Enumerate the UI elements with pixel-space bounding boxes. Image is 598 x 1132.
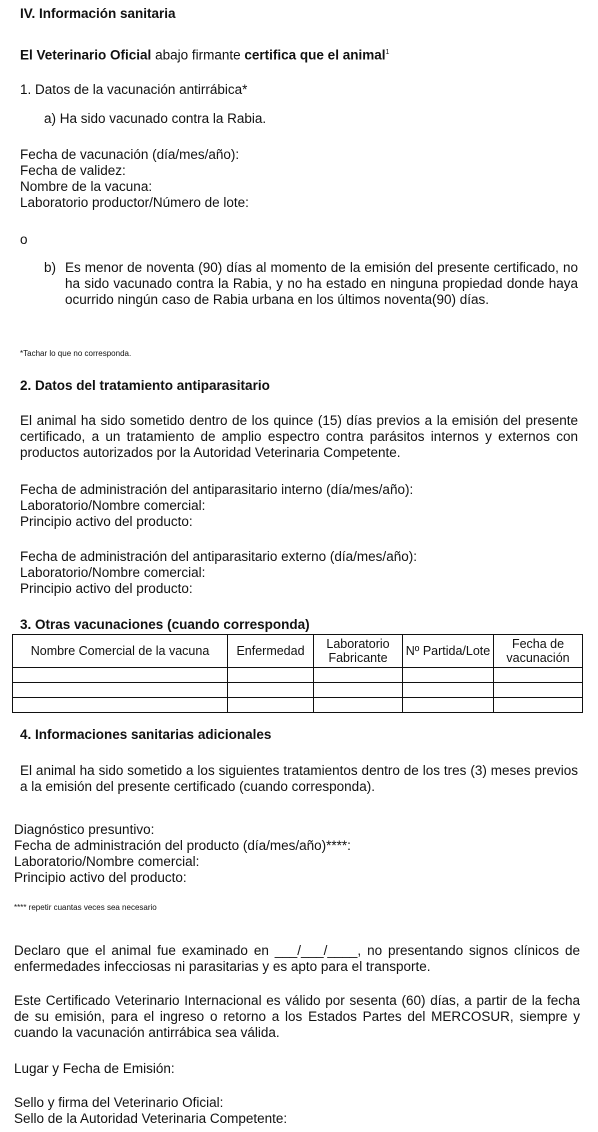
s4-fields: [14, 822, 351, 886]
table-header-row: [13, 635, 583, 668]
table-cell[interactable]: [314, 683, 403, 698]
table-cell[interactable]: [13, 683, 228, 698]
field-admin-date: Fecha de administración del producto (día/mes/año)****:: [14, 838, 351, 853]
table-row: [13, 683, 583, 698]
table-cell[interactable]: [494, 668, 583, 683]
s4-title: 4. Informaciones sanitarias adicionales: [20, 727, 272, 742]
certification-statement: [20, 45, 389, 64]
table-cell[interactable]: [403, 698, 494, 713]
s1-option-b-text: Es menor de noventa (90) días al momento de la emisión del presente certificado, no ha sido vacunado contra la Rabia, y no ha estado en ninguna propiedad donde haya ocurrido ningún caso de Rabia urbana en los últimos noventa(90) días.: [65, 260, 578, 307]
s1-option-a: a) Ha sido vacunado contra la Rabia.: [44, 111, 267, 126]
field-internal-date: Fecha de administración del antiparasitario interno (día/mes/año):: [20, 482, 414, 497]
s1-title: 1. Datos de la vacunación antirrábica*: [20, 82, 248, 97]
table-cell[interactable]: [494, 683, 583, 698]
section-title: IV. Información sanitaria: [20, 6, 176, 21]
field-lab-lot: Laboratorio productor/Número de lote:: [20, 195, 249, 210]
s1-or: o: [20, 232, 28, 247]
certify-mid: abajo firmante: [155, 47, 241, 63]
field-active-ingredient: Principio activo del producto:: [14, 870, 187, 885]
field-internal-active: Principio activo del producto:: [20, 514, 193, 529]
field-diagnosis: Diagnóstico presuntivo:: [14, 822, 155, 837]
official-vet-signature: Sello y firma del Veterinario Oficial:: [14, 1095, 224, 1110]
table-cell[interactable]: [314, 698, 403, 713]
field-external-date: Fecha de administración del antiparasitario externo (día/mes/año):: [20, 549, 417, 564]
table-cell[interactable]: [13, 668, 228, 683]
col-lot: Nº Partida/Lote: [403, 635, 494, 668]
s1-footnote: *Tachar lo que no corresponda.: [20, 349, 132, 358]
field-validity-date: Fecha de validez:: [20, 163, 126, 178]
table-cell[interactable]: [228, 683, 314, 698]
field-vaccination-date: Fecha de vacunación (día/mes/año):: [20, 147, 240, 162]
table-cell[interactable]: [403, 683, 494, 698]
other-vaccinations-table: [12, 634, 583, 713]
table-cell[interactable]: [228, 698, 314, 713]
field-external-active: Principio activo del producto:: [20, 581, 193, 596]
examination-declaration: Declaro que el animal fue examinado en ___/___/____, no presentando signos clínicos de enfermedades infecciosas ni parasitarias y es apto para el transporte.: [14, 943, 580, 974]
s1-option-b-label: b): [44, 260, 57, 275]
footnote-mark: 1: [385, 49, 390, 56]
col-laboratory: Laboratorio Fabricante: [314, 635, 403, 668]
field-internal-lab: Laboratorio/Nombre comercial:: [20, 498, 206, 513]
place-date-field: Lugar y Fecha de Emisión:: [14, 1061, 175, 1076]
s2-external: [20, 549, 417, 597]
col-vaccine-name: Nombre Comercial de la vacuna: [13, 635, 228, 668]
field-external-lab: Laboratorio/Nombre comercial:: [20, 565, 206, 580]
authority-seal: Sello de la Autoridad Veterinaria Competente:: [14, 1111, 288, 1126]
s3-title: 3. Otras vacunaciones (cuando corresponda): [20, 617, 310, 632]
table-row: [13, 668, 583, 683]
table-cell[interactable]: [494, 698, 583, 713]
signature-fields: [14, 1095, 287, 1127]
s2-title: 2. Datos del tratamiento antiparasitario: [20, 378, 270, 393]
s2-internal: [20, 482, 413, 530]
table-cell[interactable]: [228, 668, 314, 683]
table-cell[interactable]: [13, 698, 228, 713]
s1-fields: [20, 147, 249, 211]
table-cell[interactable]: [314, 668, 403, 683]
s2-intro: El animal ha sido sometido dentro de los quince (15) días previos a la emisión del presente certificado, a un tratamiento de amplio espectro contra parásitos internos y externos con productos autorizados por la Autoridad Veterinaria Competente.: [20, 413, 578, 460]
table-cell[interactable]: [403, 668, 494, 683]
table-row: [13, 698, 583, 713]
field-lab-name: Laboratorio/Nombre comercial:: [14, 854, 200, 869]
validity-statement: Este Certificado Veterinario Internacional es válido por sesenta (60) días, a partir de la fecha de su emisión, para el ingreso o retorno a los Estados Partes del MERCOSUR, siempre y cuando la vacunación antirrábica sea válida.: [14, 993, 580, 1040]
s4-intro: El animal ha sido sometido a los siguientes tratamientos dentro de los tres (3) meses previos a la emisión del presente certificado (cuando corresponda).: [20, 763, 578, 794]
col-date: Fecha de vacunación: [494, 635, 583, 668]
col-disease: Enfermedad: [228, 635, 314, 668]
s4-footnote: **** repetir cuantas veces sea necesario: [14, 903, 157, 912]
certify-bold: El Veterinario Oficial: [20, 47, 152, 63]
field-vaccine-name: Nombre de la vacuna:: [20, 179, 153, 194]
certify-end: certifica que el animal: [244, 47, 386, 63]
